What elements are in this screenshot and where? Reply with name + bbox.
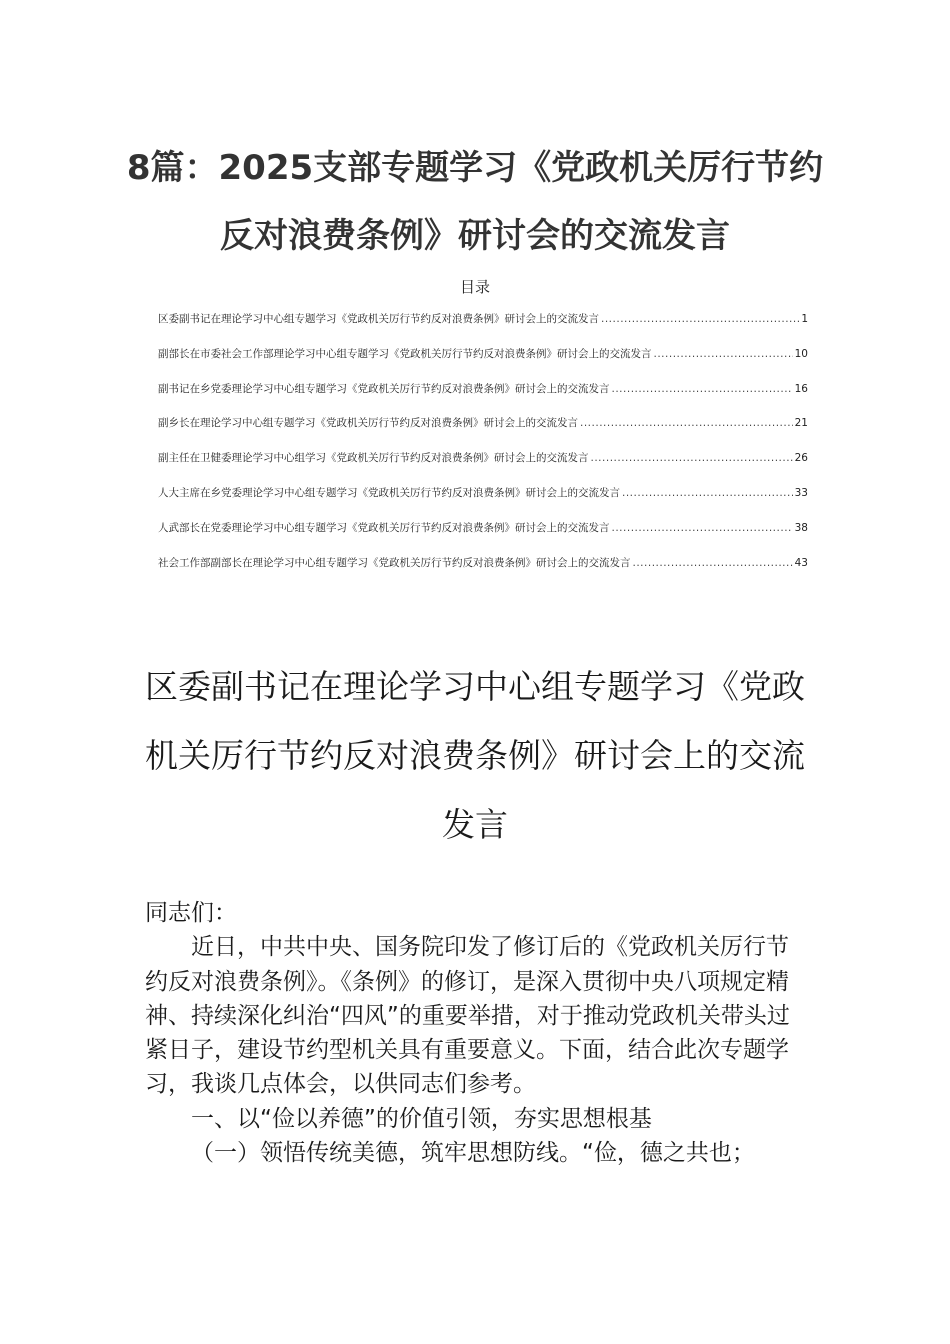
toc-leader-dots bbox=[580, 417, 793, 429]
toc-entry-title: 副主任在卫健委理论学习中心组学习《党政机关厉行节约反对浪费条例》研讨会上的交流发言 bbox=[158, 452, 589, 465]
toc-entry-title: 区委副书记在理论学习中心组专题学习《党政机关厉行节约反对浪费条例》研讨会上的交流发言 bbox=[158, 313, 599, 325]
toc-entry[interactable] bbox=[158, 346, 808, 381]
toc-entry[interactable] bbox=[158, 450, 808, 485]
section-title: 区委副书记在理论学习中心组专题学习《党政机关厉行节约反对浪费条例》研讨会上的交流发言 bbox=[145, 667, 805, 844]
toc-entry-page: 38 bbox=[794, 521, 808, 534]
toc-leader-dots bbox=[612, 383, 793, 395]
toc-entry-title: 人武部长在党委理论学习中心组专题学习《党政机关厉行节约反对浪费条例》研讨会上的交流发言 bbox=[158, 521, 610, 534]
toc-entry-title: 人大主席在乡党委理论学习中心组专题学习《党政机关厉行节约反对浪费条例》研讨会上的交流发言 bbox=[158, 486, 620, 499]
toc-entry-title: 副部长在市委社会工作部理论学习中心组专题学习《党政机关厉行节约反对浪费条例》研讨会上的交流发言 bbox=[158, 347, 652, 360]
toc-leader-dots bbox=[591, 452, 793, 464]
toc-leader-dots bbox=[601, 313, 799, 325]
toc-entry-page: 26 bbox=[794, 452, 808, 465]
section-heading: 一、以“俭以养德”的价值引领，夯实思想根基 bbox=[191, 1105, 652, 1132]
subsection-heading: （一）领悟传统美德，筑牢思想防线。“俭，德之共也； bbox=[191, 1140, 755, 1167]
toc-leader-dots bbox=[654, 348, 793, 360]
toc-entry-page: 16 bbox=[794, 382, 808, 395]
salutation: 同志们： bbox=[145, 900, 237, 926]
toc-entry-title: 副乡长在理论学习中心组专题学习《党政机关厉行节约反对浪费条例》研讨会上的交流发言 bbox=[158, 417, 578, 430]
paragraph: 近日，中共中央、国务院印发了修订后的《党政机关厉行节约反对浪费条例》。《条例》的修订，是深入贯彻中央八项规定精神、持续深化纠治“四风”的重要举措，对于推动党政机关带头过紧日子，建设节约型机关具有重要意义。下面，结合此次专题学习，我谈几点体会，以供同志们参考。 bbox=[145, 934, 790, 1098]
toc-entry-page: 21 bbox=[794, 417, 808, 430]
toc-heading: 目录 bbox=[459, 278, 490, 296]
toc-entry-page: 33 bbox=[794, 486, 808, 499]
toc-leader-dots bbox=[633, 557, 793, 569]
toc-entry[interactable] bbox=[158, 555, 808, 590]
toc-entry[interactable] bbox=[158, 311, 808, 346]
toc-entry[interactable] bbox=[158, 520, 808, 555]
main-title: 8篇：2025支部专题学习《党政机关厉行节约反对浪费条例》研讨会的交流发言 bbox=[126, 148, 824, 256]
toc-entry[interactable] bbox=[158, 381, 808, 416]
toc-entry[interactable] bbox=[158, 415, 808, 450]
toc-entry-page: 10 bbox=[794, 347, 808, 360]
toc-entry-page: 43 bbox=[794, 556, 808, 569]
toc-leader-dots bbox=[612, 522, 793, 534]
toc-entry-page: 1 bbox=[801, 313, 808, 325]
toc-entry-title: 社会工作部副部长在理论学习中心组专题学习《党政机关厉行节约反对浪费条例》研讨会上的交流发言 bbox=[158, 556, 631, 569]
body-text bbox=[145, 896, 810, 1170]
table-of-contents bbox=[158, 311, 808, 589]
toc-entry-title: 副书记在乡党委理论学习中心组专题学习《党政机关厉行节约反对浪费条例》研讨会上的交流发言 bbox=[158, 382, 610, 395]
toc-entry[interactable] bbox=[158, 485, 808, 520]
toc-leader-dots bbox=[622, 487, 793, 499]
